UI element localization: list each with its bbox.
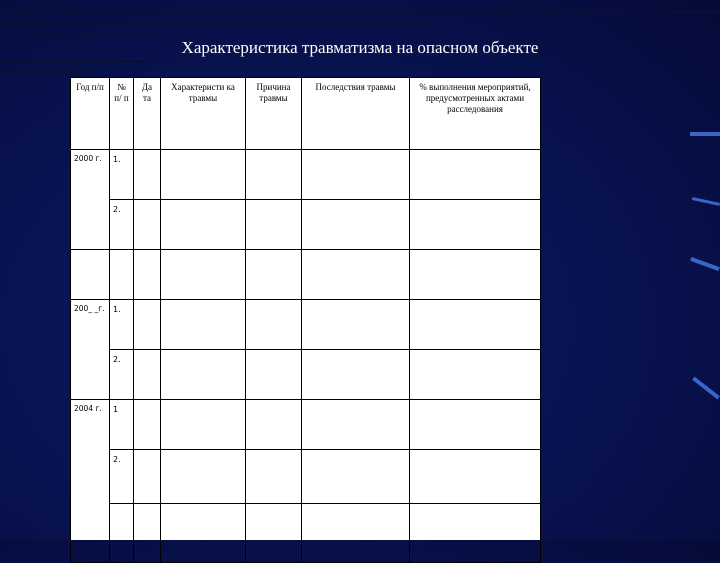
injury-table-sheet <box>70 77 540 540</box>
table-row <box>71 450 541 504</box>
date-cell <box>134 300 161 350</box>
header-year: Год п/п <box>71 78 110 150</box>
item-number-cell: 2. <box>110 350 134 400</box>
percent-cell <box>410 350 541 400</box>
percent-cell <box>410 504 541 563</box>
percent-cell <box>410 450 541 504</box>
cause-cell <box>246 300 302 350</box>
decor-stripe <box>0 33 160 36</box>
characteristic-cell <box>161 400 246 450</box>
injury-table <box>70 77 541 563</box>
decor-stripe <box>0 70 90 73</box>
characteristic-cell <box>161 350 246 400</box>
table-row <box>71 400 541 450</box>
consequences-cell <box>302 504 410 563</box>
characteristic-cell <box>161 504 246 563</box>
year-cell: 2000 г. <box>71 150 110 250</box>
item-number-cell: 1. <box>110 150 134 200</box>
header-measures-percent: % выполнения мероприятий, предусмотренных актами расследования <box>410 78 541 150</box>
cause-cell <box>246 400 302 450</box>
consequences-cell <box>302 450 410 504</box>
decor-accent <box>692 377 720 400</box>
consequences-cell <box>302 300 410 350</box>
item-number-cell: 2. <box>110 200 134 250</box>
header-date: Да та <box>134 78 161 150</box>
cause-cell <box>246 150 302 200</box>
date-cell <box>134 504 161 563</box>
header-injury-consequences: Последствия травмы <box>302 78 410 150</box>
item-number-cell: 2. <box>110 450 134 504</box>
table-row <box>71 150 541 200</box>
characteristic-cell <box>161 200 246 250</box>
decor-stripe-top <box>0 10 720 13</box>
table-row <box>71 300 541 350</box>
table-row <box>71 250 541 300</box>
item-number-cell <box>110 250 134 300</box>
decor-stripe <box>0 22 430 25</box>
year-cell: 2004 г. <box>71 400 110 563</box>
year-cell: 200_ _г. <box>71 300 110 400</box>
consequences-cell <box>302 200 410 250</box>
characteristic-cell <box>161 250 246 300</box>
consequences-cell <box>302 250 410 300</box>
percent-cell <box>410 250 541 300</box>
consequences-cell <box>302 150 410 200</box>
date-cell <box>134 400 161 450</box>
date-cell <box>134 350 161 400</box>
percent-cell <box>410 150 541 200</box>
year-cell <box>71 250 110 300</box>
page-title: Характеристика травматизма на опасном объекте <box>181 38 539 57</box>
cause-cell <box>246 504 302 563</box>
item-number-cell: 1 <box>110 400 134 450</box>
date-cell <box>134 150 161 200</box>
decor-accent <box>690 257 720 271</box>
decor-accent <box>692 197 720 206</box>
percent-cell <box>410 300 541 350</box>
header-injury-cause: Причина травмы <box>246 78 302 150</box>
consequences-cell <box>302 400 410 450</box>
cause-cell <box>246 350 302 400</box>
table-row <box>71 200 541 250</box>
cause-cell <box>246 450 302 504</box>
decor-stripe <box>0 60 150 63</box>
date-cell <box>134 200 161 250</box>
header-number: № п/ п <box>110 78 134 150</box>
item-number-cell: 1. <box>110 300 134 350</box>
item-number-cell <box>110 504 134 563</box>
percent-cell <box>410 400 541 450</box>
percent-cell <box>410 200 541 250</box>
header-injury-characteristic: Характеристи ка травмы <box>161 78 246 150</box>
date-cell <box>134 250 161 300</box>
table-row <box>71 504 541 563</box>
cause-cell <box>246 250 302 300</box>
characteristic-cell <box>161 300 246 350</box>
cause-cell <box>246 200 302 250</box>
table-header-row <box>71 78 541 150</box>
date-cell <box>134 450 161 504</box>
characteristic-cell <box>161 150 246 200</box>
consequences-cell <box>302 350 410 400</box>
characteristic-cell <box>161 450 246 504</box>
decor-accent <box>690 132 720 136</box>
table-row <box>71 350 541 400</box>
